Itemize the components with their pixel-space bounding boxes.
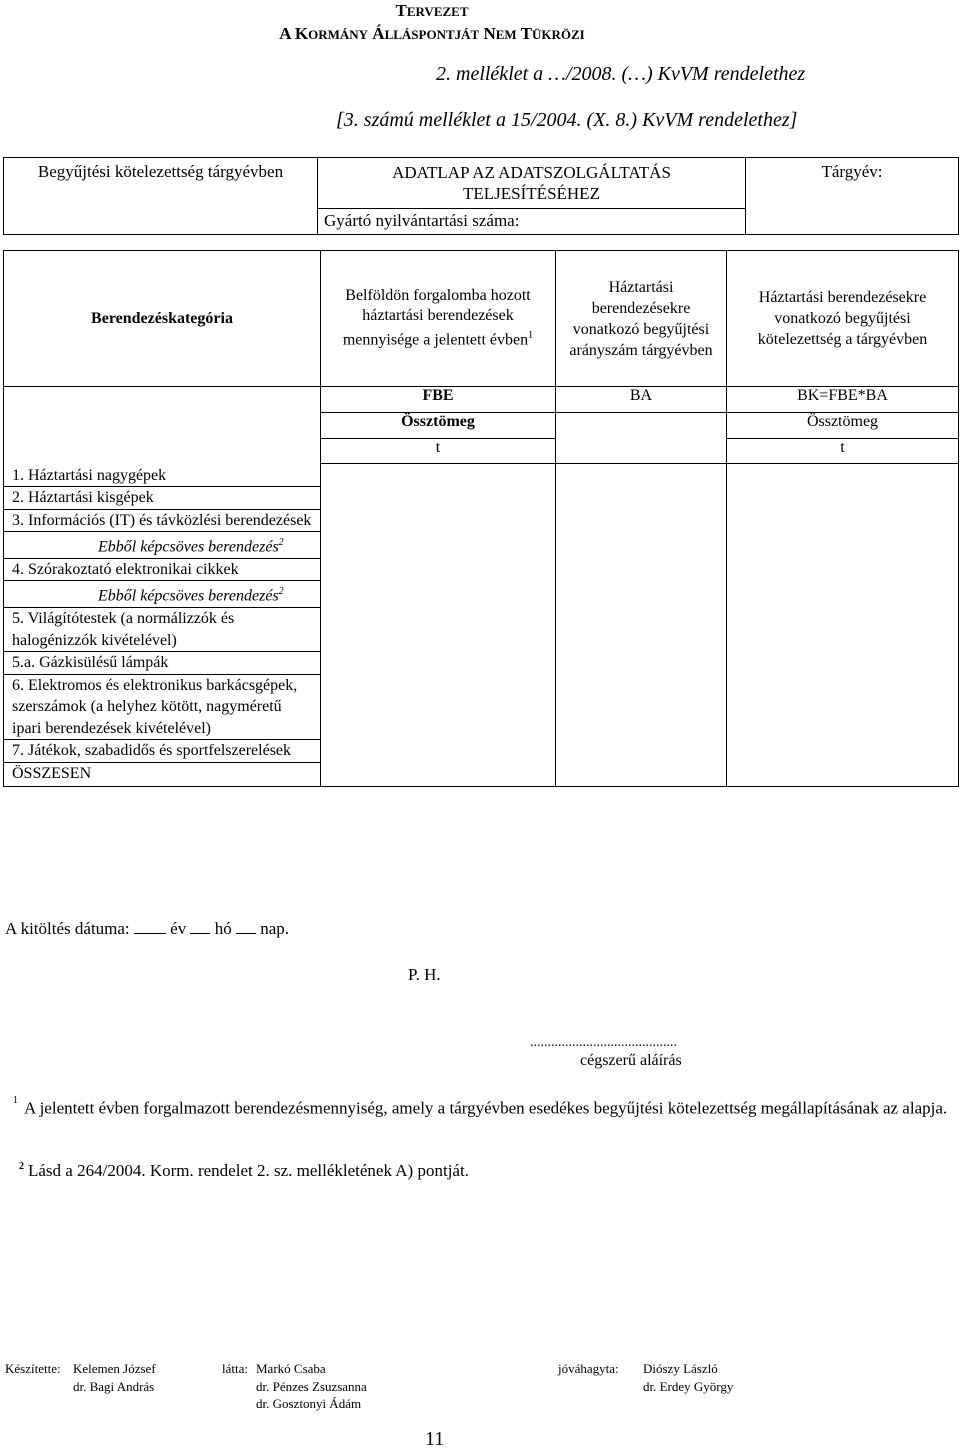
category-table [3, 250, 959, 787]
year-label: év [170, 919, 187, 938]
bk-mass-label: Össztömeg [727, 413, 959, 439]
completion-date [5, 919, 289, 939]
fbe-header [321, 251, 556, 387]
footnote-1 [5, 1094, 955, 1120]
manufacturer-registration-number-label: Gyártó nyilvántartási száma: [324, 211, 520, 230]
approved-by-2: dr. Erdey György [643, 1379, 734, 1394]
prepared-by-label: Készítette: [5, 1361, 61, 1376]
datasheet-title-line2: TELJESÍTÉSÉHEZ [463, 184, 600, 203]
datasheet-title-cell [318, 158, 746, 235]
footnote-mark-2: 2 [278, 537, 284, 548]
footnote-2-mark: 2 [19, 1161, 24, 1173]
signature-label: cégszerű aláírás [580, 1052, 682, 1069]
page-number: 11 [425, 1428, 445, 1450]
fbe-header-footnote-mark: 1 [528, 330, 534, 342]
category-list [4, 464, 321, 787]
annex-reference-line1: 2. melléklet a …/2008. (…) KvVM rendelethez [436, 63, 806, 85]
approved-by-1: Diószy László [643, 1361, 718, 1376]
category-row-7: 7. Játékok, szabadidős és sportfelszerelések [4, 740, 320, 763]
category-row-4-crt-label: Ebből képcsöves berendezés [98, 587, 279, 605]
day-field[interactable] [236, 933, 256, 934]
seen-by-1: Markó Csaba [256, 1361, 326, 1376]
bk-header [727, 251, 959, 387]
fbe-code: FBE [321, 387, 556, 413]
ba-values[interactable] [556, 464, 727, 787]
fbe-mass-label: Össztömeg [321, 413, 556, 439]
ba-header [556, 251, 727, 387]
ba-unit-cell [556, 413, 727, 464]
category-row-1: 1. Háztartási nagygépek [4, 465, 320, 488]
stamp-place: P. H. [408, 965, 441, 984]
datasheet-title-line1: ADATLAP AZ ADATSZOLGÁLTATÁS [392, 163, 671, 182]
collection-obligation-label: Begyűjtési kötelezettség tárgyévben [37, 162, 284, 181]
seen-by-2: dr. Pénzes Zsuzsanna [256, 1379, 367, 1394]
month-field[interactable] [190, 933, 210, 934]
category-row-4-crt [4, 581, 320, 608]
day-label: nap. [260, 919, 289, 938]
year-field[interactable] [134, 933, 166, 934]
fbe-values[interactable] [321, 464, 556, 787]
signature-line[interactable]: .......................................... [530, 1035, 677, 1050]
category-header-label: Berendezéskategória [91, 309, 233, 327]
form-header-table [3, 157, 959, 235]
footnote-1-text: A jelentett évben forgalmazott berendezésmennyiség, amely a tárgyévben esedékes begyűjtési kötelezettség megállapításának az alapja. [24, 1098, 948, 1118]
category-header [4, 251, 321, 387]
draft-subtitle: A KORMÁNY ÁLLÁSPONTJÁT NEM TÜKRÖZI [279, 24, 585, 43]
category-row-3: 3. Információs (IT) és távközlési berendezések [4, 510, 320, 533]
category-row-3-crt [4, 532, 320, 559]
footnote-1-mark: 1 [13, 1095, 18, 1106]
fbe-header-label: Belföldön forgalomba hozott háztartási berendezések mennyisége a jelentett évben [342, 287, 531, 349]
collection-obligation-cell [4, 158, 318, 235]
completion-date-label: A kitöltés dátuma: [5, 919, 130, 938]
category-row-4: 4. Szórakoztató elektronikai cikkek [4, 559, 320, 582]
fbe-unit: t [321, 439, 556, 464]
category-row-6: 6. Elektromos és elektronikus barkácsgépek, szerszámok (a helyhez kötött, nagyméretű ipari berendezések kivételével) [4, 675, 320, 741]
ba-code: BA [556, 387, 727, 413]
prepared-by-1: Kelemen József [73, 1361, 156, 1376]
seen-by-3: dr. Gosztonyi Ádám [256, 1396, 362, 1411]
category-row-total: ÖSSZESEN [12, 764, 92, 782]
bk-unit: t [727, 439, 959, 464]
category-row-2: 2. Háztartási kisgépek [4, 487, 320, 510]
month-label: hó [214, 919, 232, 938]
footnote-2 [5, 1161, 469, 1181]
bk-header-label: Háztartási berendezésekre vonatkozó begyűjtési kötelezettség a tárgyévben [757, 289, 928, 348]
subject-year-cell[interactable] [746, 158, 959, 235]
footnote-2-text: Lásd a 264/2004. Korm. rendelet 2. sz. mellékletének A) pontját. [28, 1161, 469, 1180]
draft-notice [232, 0, 632, 46]
bk-values[interactable] [727, 464, 959, 787]
footnote-mark-2b: 2 [278, 586, 284, 598]
approved-by-label: jóváhagyta: [558, 1361, 619, 1376]
category-row-5: 5. Világítótestek (a normálizzók és halogénizzók kivételével) [4, 608, 320, 652]
category-row-5a: 5.a. Gázkisülésű lámpák [4, 652, 320, 675]
annex-reference-line2: [3. számú melléklet a 15/2004. (X. 8.) KvVM rendelethez] [336, 109, 798, 131]
ba-header-label: Háztartási berendezésekre vonatkozó begyűjtési arányszám tárgyévben [569, 278, 713, 359]
bk-code: BK=FBE*BA [727, 387, 959, 413]
seen-by-label: látta: [222, 1361, 248, 1376]
prepared-by-2: dr. Bagi András [73, 1379, 155, 1394]
category-row-3-crt-label: Ebből képcsöves berendezés [98, 538, 279, 556]
draft-title: TERVEZET [395, 1, 469, 20]
category-spacer [4, 387, 321, 464]
subject-year-label: Tárgyév: [821, 162, 883, 181]
